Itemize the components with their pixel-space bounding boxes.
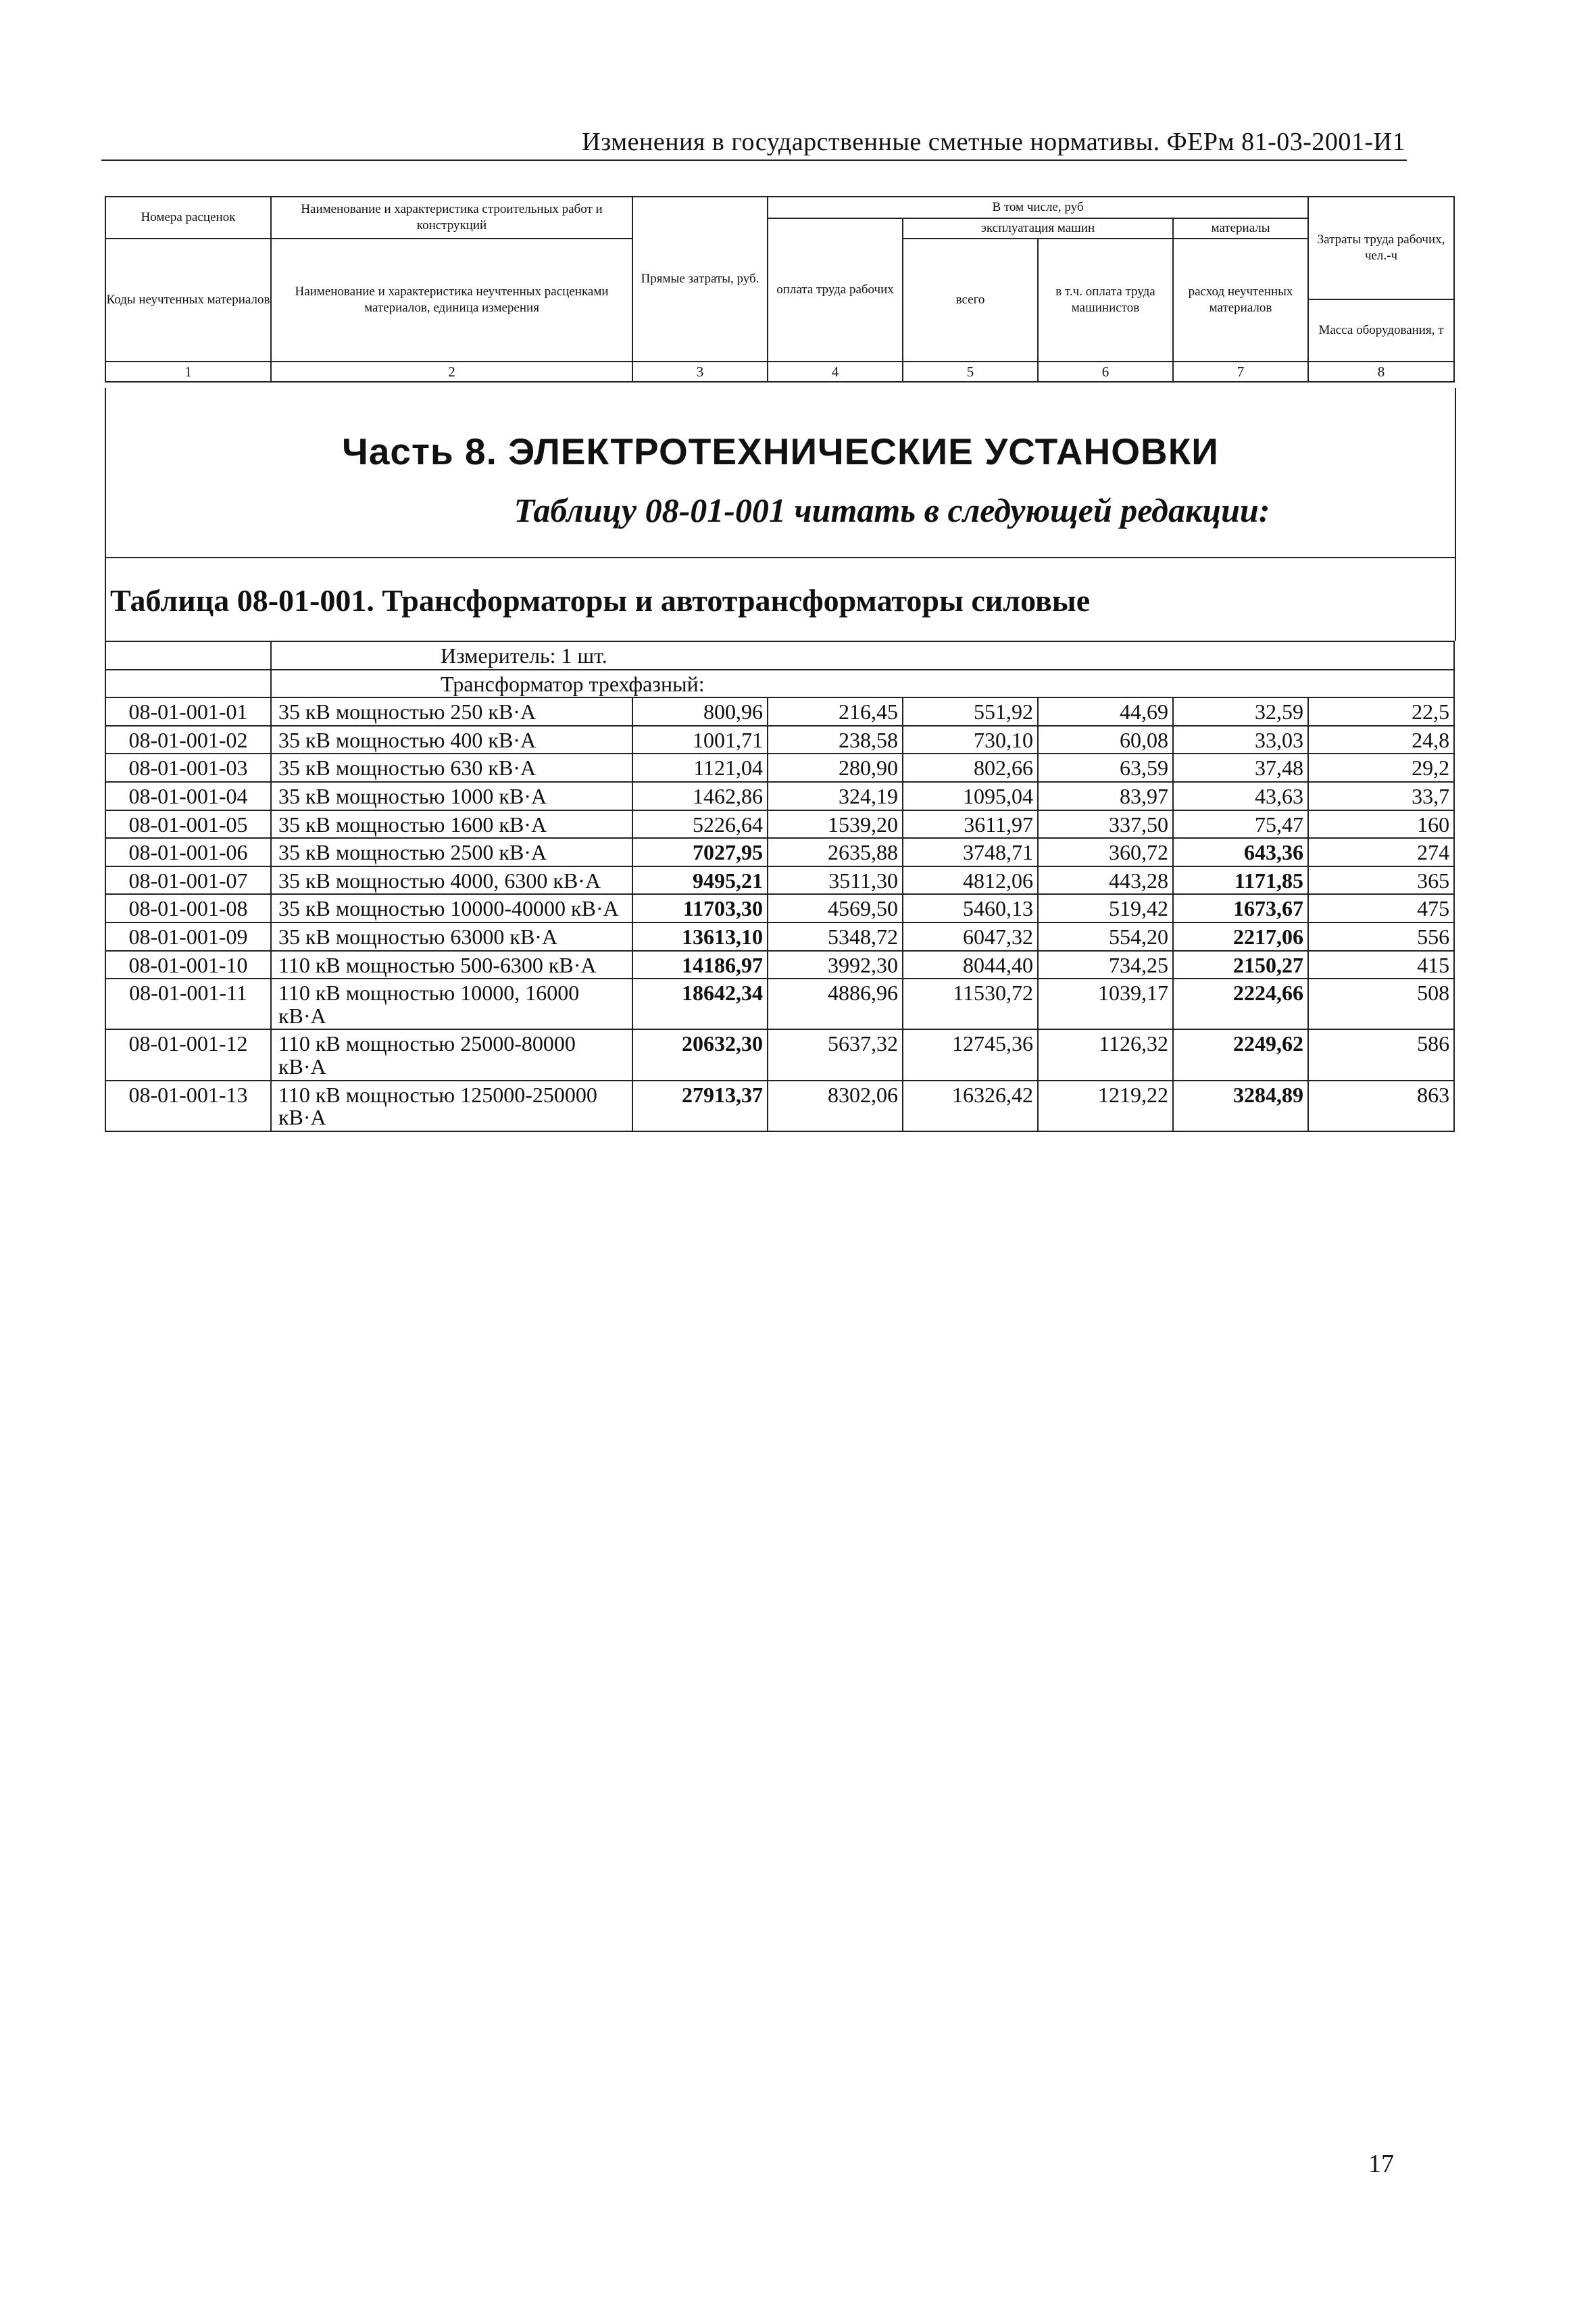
rate-name: 35 кВ мощностью 4000, 6300 кВ·А xyxy=(271,866,632,895)
labor-pay: 280,90 xyxy=(768,754,903,782)
materials-costs: 1673,67 xyxy=(1173,894,1308,922)
table-row xyxy=(105,894,1454,922)
machine-costs: 5460,13 xyxy=(903,894,1038,922)
machine-labor-pay: 1126,32 xyxy=(1038,1029,1173,1080)
rate-name: 35 кВ мощностью 63000 кВ·А xyxy=(271,922,632,951)
column-number: 7 xyxy=(1173,362,1308,382)
direct-costs: 18642,34 xyxy=(632,979,768,1029)
rate-name: 35 кВ мощностью 2500 кВ·А xyxy=(271,838,632,866)
header-direct-costs: Прямые затраты, руб. xyxy=(632,197,768,362)
machine-costs: 11530,72 xyxy=(903,979,1038,1029)
column-number: 4 xyxy=(768,362,903,382)
machine-costs: 730,10 xyxy=(903,726,1038,754)
direct-costs: 13613,10 xyxy=(632,922,768,951)
rate-code: 08-01-001-04 xyxy=(105,782,271,810)
machine-labor-pay: 360,72 xyxy=(1038,838,1173,866)
direct-costs: 20632,30 xyxy=(632,1029,768,1080)
labor-hours: 475 xyxy=(1308,894,1454,922)
direct-costs: 1121,04 xyxy=(632,754,768,782)
materials-costs: 32,59 xyxy=(1173,697,1308,726)
rate-code: 08-01-001-11 xyxy=(105,979,271,1029)
labor-hours: 274 xyxy=(1308,838,1454,866)
part-subtitle: Таблицу 08-01-001 читать в следующей редакции: xyxy=(514,491,1270,529)
part-heading-box xyxy=(105,388,1456,558)
materials-costs: 2217,06 xyxy=(1173,922,1308,951)
header-materials: материалы xyxy=(1173,218,1308,239)
rate-code: 08-01-001-12 xyxy=(105,1029,271,1080)
materials-costs: 2224,66 xyxy=(1173,979,1308,1029)
column-number: 2 xyxy=(271,362,632,382)
labor-pay: 3511,30 xyxy=(768,866,903,895)
labor-pay: 238,58 xyxy=(768,726,903,754)
labor-pay: 5637,32 xyxy=(768,1029,903,1080)
rate-code: 08-01-001-02 xyxy=(105,726,271,754)
labor-pay: 2635,88 xyxy=(768,838,903,866)
direct-costs: 11703,30 xyxy=(632,894,768,922)
rate-code: 08-01-001-07 xyxy=(105,866,271,895)
materials-costs: 37,48 xyxy=(1173,754,1308,782)
materials-costs: 2150,27 xyxy=(1173,951,1308,979)
unit-row: Измеритель: 1 шт. xyxy=(271,641,1454,670)
machine-costs: 4812,06 xyxy=(903,866,1038,895)
rates-table xyxy=(105,641,1455,1132)
materials-costs: 1171,85 xyxy=(1173,866,1308,895)
materials-costs: 33,03 xyxy=(1173,726,1308,754)
labor-hours: 508 xyxy=(1308,979,1454,1029)
header-unaccounted-material-names: Наименование и характеристика неучтенных расценками материалов, единица измерения xyxy=(271,239,632,362)
table-row xyxy=(105,1081,1454,1131)
rate-name: 35 кВ мощностью 400 кВ·А xyxy=(271,726,632,754)
table-row xyxy=(105,866,1454,895)
header-materials-consumption: расход неучтенных материалов xyxy=(1173,239,1308,362)
header-unaccounted-material-codes: Коды неучтенных материалов xyxy=(105,239,271,362)
machine-labor-pay: 1039,17 xyxy=(1038,979,1173,1029)
header-rate-numbers: Номера расценок xyxy=(105,197,271,239)
part-title: Часть 8. ЭЛЕКТРОТЕХНИЧЕСКИЕ УСТАНОВКИ xyxy=(342,430,1219,472)
table-title: Таблица 08-01-001. Трансформаторы и автотрансформаторы силовые xyxy=(110,583,1091,618)
header-machine-operation: эксплуатация машин xyxy=(903,218,1173,239)
rate-name: 35 кВ мощностью 1000 кВ·А xyxy=(271,782,632,810)
header-rule xyxy=(101,159,1407,161)
materials-costs: 643,36 xyxy=(1173,838,1308,866)
header-in-total: В том числе, руб xyxy=(768,197,1308,218)
header-labor-pay: оплата труда рабочих xyxy=(768,218,903,362)
labor-hours: 160 xyxy=(1308,810,1454,839)
rate-code: 08-01-001-13 xyxy=(105,1081,271,1131)
table-row xyxy=(105,1029,1454,1080)
header-labor-hours: Затраты труда рабочих, чел.-ч xyxy=(1308,197,1454,299)
rate-code: 08-01-001-01 xyxy=(105,697,271,726)
labor-hours: 415 xyxy=(1308,951,1454,979)
materials-costs: 43,63 xyxy=(1173,782,1308,810)
table-row xyxy=(105,726,1454,754)
rate-code: 08-01-001-10 xyxy=(105,951,271,979)
direct-costs: 1001,71 xyxy=(632,726,768,754)
machine-labor-pay: 443,28 xyxy=(1038,866,1173,895)
machine-labor-pay: 60,08 xyxy=(1038,726,1173,754)
column-number: 6 xyxy=(1038,362,1173,382)
rate-name: 35 кВ мощностью 250 кВ·А xyxy=(271,697,632,726)
labor-pay: 324,19 xyxy=(768,782,903,810)
machine-costs: 8044,40 xyxy=(903,951,1038,979)
labor-pay: 1539,20 xyxy=(768,810,903,839)
rate-code: 08-01-001-06 xyxy=(105,838,271,866)
labor-hours: 29,2 xyxy=(1308,754,1454,782)
direct-costs: 14186,97 xyxy=(632,951,768,979)
machine-costs: 3611,97 xyxy=(903,810,1038,839)
direct-costs: 5226,64 xyxy=(632,810,768,839)
machine-costs: 802,66 xyxy=(903,754,1038,782)
labor-pay: 4886,96 xyxy=(768,979,903,1029)
machine-labor-pay: 44,69 xyxy=(1038,697,1173,726)
direct-costs: 7027,95 xyxy=(632,838,768,866)
machine-labor-pay: 519,42 xyxy=(1038,894,1173,922)
rate-code: 08-01-001-05 xyxy=(105,810,271,839)
rate-name: 110 кВ мощностью 10000, 16000 кВ·А xyxy=(271,979,632,1029)
machine-costs: 16326,42 xyxy=(903,1081,1038,1131)
column-number: 8 xyxy=(1308,362,1454,382)
machine-labor-pay: 1219,22 xyxy=(1038,1081,1173,1131)
column-header-table xyxy=(105,196,1455,383)
rate-name: 110 кВ мощностью 125000-250000 кВ·А xyxy=(271,1081,632,1131)
blank-cell xyxy=(105,641,271,670)
rate-name: 35 кВ мощностью 1600 кВ·А xyxy=(271,810,632,839)
column-number: 1 xyxy=(105,362,271,382)
rate-code: 08-01-001-09 xyxy=(105,922,271,951)
machine-costs: 6047,32 xyxy=(903,922,1038,951)
labor-hours: 24,8 xyxy=(1308,726,1454,754)
machine-labor-pay: 554,20 xyxy=(1038,922,1173,951)
labor-hours: 586 xyxy=(1308,1029,1454,1080)
table-row xyxy=(105,838,1454,866)
labor-hours: 22,5 xyxy=(1308,697,1454,726)
header-machine-labor: в т.ч. оплата труда машинистов xyxy=(1038,239,1173,362)
labor-hours: 556 xyxy=(1308,922,1454,951)
materials-costs: 75,47 xyxy=(1173,810,1308,839)
page-number: 17 xyxy=(1368,2150,1394,2178)
machine-labor-pay: 734,25 xyxy=(1038,951,1173,979)
labor-pay: 4569,50 xyxy=(768,894,903,922)
machine-costs: 12745,36 xyxy=(903,1029,1038,1080)
machine-costs: 3748,71 xyxy=(903,838,1038,866)
direct-costs: 9495,21 xyxy=(632,866,768,895)
materials-costs: 3284,89 xyxy=(1173,1081,1308,1131)
table-title-box xyxy=(105,557,1456,641)
table-row xyxy=(105,697,1454,726)
table-row xyxy=(105,922,1454,951)
table-row xyxy=(105,754,1454,782)
machine-costs: 1095,04 xyxy=(903,782,1038,810)
rate-name: 35 кВ мощностью 630 кВ·А xyxy=(271,754,632,782)
column-number: 3 xyxy=(632,362,768,382)
labor-pay: 8302,06 xyxy=(768,1081,903,1131)
rate-name: 110 кВ мощностью 500-6300 кВ·А xyxy=(271,951,632,979)
labor-hours: 863 xyxy=(1308,1081,1454,1131)
machine-labor-pay: 63,59 xyxy=(1038,754,1173,782)
direct-costs: 1462,86 xyxy=(632,782,768,810)
labor-pay: 5348,72 xyxy=(768,922,903,951)
direct-costs: 800,96 xyxy=(632,697,768,726)
blank-cell xyxy=(105,670,271,698)
header-machine-total: всего xyxy=(903,239,1038,362)
rate-code: 08-01-001-03 xyxy=(105,754,271,782)
header-work-name: Наименование и характеристика строительных работ и конструкций xyxy=(271,197,632,239)
direct-costs: 27913,37 xyxy=(632,1081,768,1131)
table-row xyxy=(105,810,1454,839)
table-row xyxy=(105,951,1454,979)
labor-pay: 3992,30 xyxy=(768,951,903,979)
labor-hours: 365 xyxy=(1308,866,1454,895)
machine-costs: 551,92 xyxy=(903,697,1038,726)
table-row xyxy=(105,979,1454,1029)
header-equipment-mass: Масса оборудования, т xyxy=(1308,299,1454,362)
machine-labor-pay: 83,97 xyxy=(1038,782,1173,810)
materials-costs: 2249,62 xyxy=(1173,1029,1308,1080)
machine-labor-pay: 337,50 xyxy=(1038,810,1173,839)
group-row: Трансформатор трехфазный: xyxy=(271,670,1454,698)
labor-pay: 216,45 xyxy=(768,697,903,726)
column-number: 5 xyxy=(903,362,1038,382)
running-header: Изменения в государственные сметные нормативы. ФЕРм 81-03-2001-И1 xyxy=(582,128,1405,156)
labor-hours: 33,7 xyxy=(1308,782,1454,810)
rate-code: 08-01-001-08 xyxy=(105,894,271,922)
table-row xyxy=(105,782,1454,810)
rate-name: 35 кВ мощностью 10000-40000 кВ·А xyxy=(271,894,632,922)
rate-name: 110 кВ мощностью 25000-80000 кВ·А xyxy=(271,1029,632,1080)
